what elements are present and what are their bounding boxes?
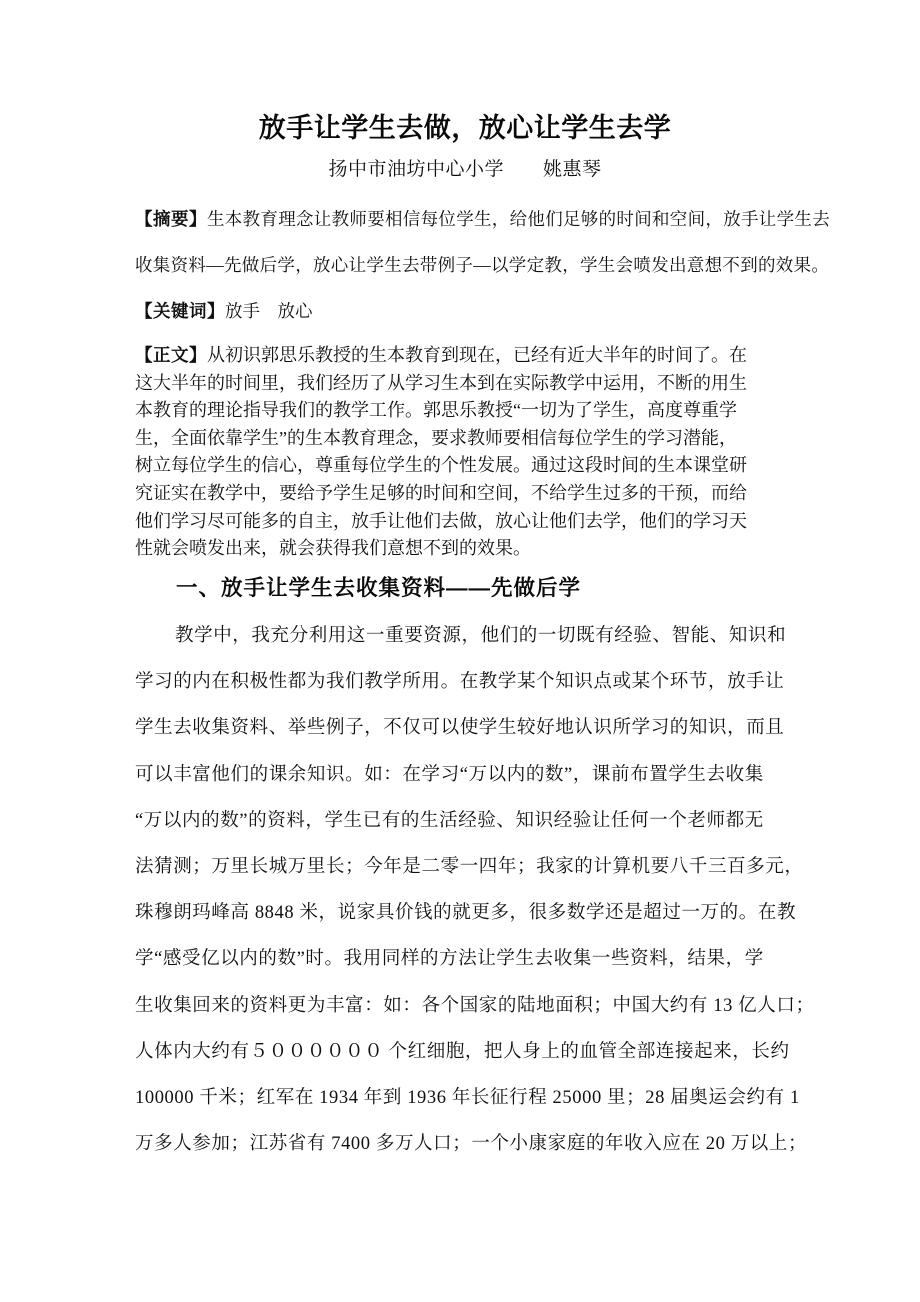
main-line-text: 从初识郭思乐教授的生本教育到现在，已经有近大半年的时间了。在 [207,345,747,365]
text-line: 珠穆朗玛峰高 8848 米，说家具价钱的就更多，很多数学还是超过一万的。在教 [135,903,797,924]
text-line [135,196,830,242]
text-line: 生收集回来的资料更为丰富：如：各个国家的陆地面积；中国大约有 13 亿人口； [135,995,815,1016]
text-line: 学生去收集资料、举些例子，不仅可以使学生较好地认识所学习的知识，而且 [135,718,785,739]
text-line: 学“感受亿以内的数”时。我用同样的方法让学生去收集一些资料，结果，学 [135,949,764,970]
text-line: 可以丰富他们的课余知识。如：在学习“万以内的数”，课前布置学生去收集 [135,764,764,785]
text-line: 树立每位学生的信心，尊重每位学生的个性发展。通过这段时间的生本课堂研 [135,455,747,476]
abstract-label: 【摘要】 [135,209,207,229]
text-line: 这大半年的时间里，我们经历了从学习生本到在实际教学中运用，不断的用生 [135,372,747,393]
text-line: 万多人参加；江苏省有 7400 多万人口；一个小康家庭的年收入应在 20 万以上； [135,1134,808,1155]
keywords-label: 【关键词】 [135,301,225,321]
document-title: 放手让学生去做，放心让学生去学 [258,113,672,143]
main-text-paragraph [135,342,795,563]
main-text-label: 【正文】 [135,345,207,365]
text-line: 本教育的理论指导我们的教学工作。郭思乐教授“一切为了学生，高度尊重学 [135,400,737,421]
text-line: 人体内大约有５００００００ 个红细胞，把人身上的血管全部连接起来，长约 [135,1041,790,1062]
author-byline: 扬中市油坊中心小学 姚惠琴 [328,159,602,180]
text-line: “万以内的数”的资料，学生已有的生活经验、知识经验让任何一个老师都无 [135,810,764,831]
text-line: 教学中，我充分利用这一重要资源，他们的一切既有经验、智能、知识和 [175,626,787,646]
text-line: 究证实在教学中，要给予学生足够的时间和空间，不给学生过多的干预，而给 [135,482,747,503]
keywords-text: 放手 放心 [225,301,313,321]
text-line: 性就会喷发出来，就会获得我们意想不到的效果。 [135,538,531,559]
text-line: 收集资料—先做后学，放心让学生去带例子—以学定教，学生会喷发出意想不到的效果。 [135,255,830,275]
abstract-line-text: 生本教育理念让教师要相信每位学生，给他们足够的时间和空间，放手让学生去 [207,209,830,229]
text-line: 100000 千米；红军在 1934 年到 1936 年长征行程 25000 里；28 届奥运会约有 1 [135,1088,800,1109]
section-1-heading: 一、放手让学生去收集资料——先做后学 [176,576,582,600]
text-line: 法猜测；万里长城万里长；今年是二零一四年；我家的计算机要八千三百多元， [135,857,804,878]
text-line [135,342,795,370]
text-line: 生，全面依靠学生”的生本教育理念，要求教师要相信每位学生的学习潜能， [135,427,737,448]
keywords-line [135,288,795,334]
section-1-paragraph [135,613,815,1167]
text-line: 学习的内在积极性都为我们教学所用。在教学某个知识点或某个环节，放手让 [135,672,785,693]
abstract-paragraph [135,196,830,288]
text-line: 他们学习尽可能多的自主，放手让他们去做，放心让他们去学，他们的学习天 [135,510,747,531]
